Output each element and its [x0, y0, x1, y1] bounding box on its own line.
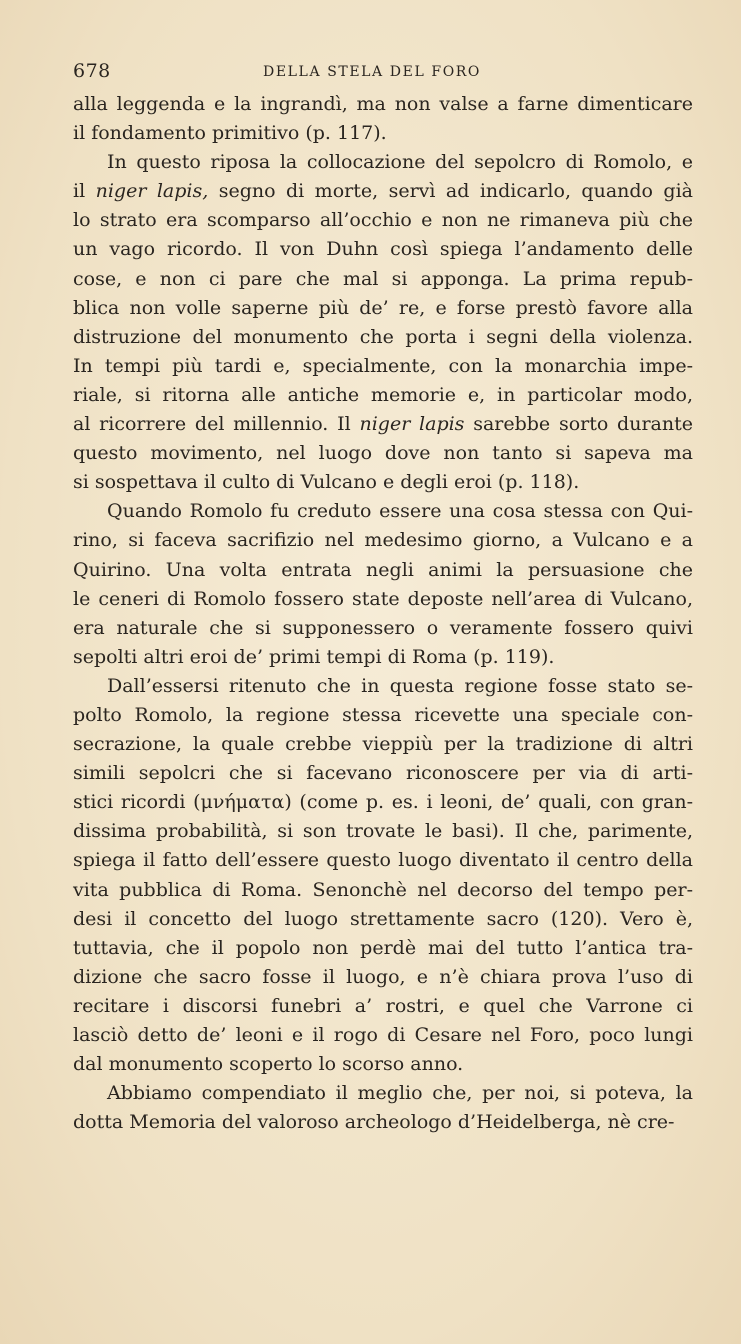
text-line: [73, 759, 693, 788]
text-segment: recitare i discorsi funebri a’ rostri, e quel che Varrone ci: [73, 994, 693, 1017]
text-line: [73, 294, 693, 323]
text-segment: desi il concetto del luogo strettamente sacro (120). Vero è,: [73, 907, 693, 930]
text-line: [73, 556, 693, 585]
text-segment: secrazione, la quale crebbe vieppiù per la tradizione di altri: [73, 733, 693, 756]
text-segment: stici ricordi (μνήματα) (come p. es. i leoni, de’ quali, con gran-: [73, 791, 693, 814]
text-segment: le ceneri di Romolo fossero state deposte nell’area di Vulcano,: [73, 587, 693, 610]
paragraph: [73, 672, 693, 1079]
text-segment: un vago ricordo. Il von Duhn così spiega l’andamento delle: [73, 238, 693, 261]
text-line: [73, 614, 693, 643]
text-segment: si sospettava il culto di Vulcano e degli eroi (p. 118).: [73, 471, 580, 494]
text-line: [73, 206, 693, 235]
text-line: [73, 526, 693, 555]
text-segment: il: [73, 180, 96, 203]
text-segment: dizione che sacro fosse il luogo, e n’è chiara prova l’uso di: [73, 965, 693, 988]
text-line: [73, 90, 693, 119]
text-line: [73, 963, 693, 992]
text-line: [73, 235, 693, 264]
text-segment: Quando Romolo fu creduto essere una cosa stessa con Qui-: [107, 500, 693, 523]
text-segment: rino, si faceva sacrifizio nel medesimo giorno, a Vulcano e a: [73, 529, 693, 552]
paragraph: [73, 1079, 693, 1137]
text-line: [73, 148, 693, 177]
text-line: [73, 1021, 693, 1050]
text-segment: spiega il fatto dell’essere questo luogo diventato il centro della: [73, 849, 693, 872]
text-segment: polto Romolo, la regione stessa ricevette una speciale con-: [73, 703, 693, 726]
text-segment: simili sepolcri che si facevano riconoscere per via di arti-: [73, 762, 693, 785]
text-segment: Dall’essersi ritenuto che in questa regione fosse stato se-: [107, 674, 693, 697]
text-segment: In tempi più tardi e, specialmente, con la monarchia impe-: [73, 354, 693, 377]
text-segment: dal monumento scoperto lo scorso anno.: [73, 1053, 464, 1076]
text-segment: Quirino. Una volta entrata negli animi la persuasione che: [73, 558, 693, 581]
text-segment: il fondamento primitivo (p. 117).: [73, 122, 387, 145]
body-text: [73, 90, 693, 1137]
text-segment: tuttavia, che il popolo non perdè mai del tutto l’antica tra-: [73, 936, 693, 959]
italic-text: niger lapis,: [95, 180, 209, 203]
text-line: [73, 585, 693, 614]
text-line: [73, 352, 693, 381]
running-title: DELLA STELA DEL FORO: [263, 64, 482, 80]
text-line: [73, 672, 693, 701]
text-segment: Abbiamo compendiato il meglio che, per noi, si poteva, la: [107, 1082, 693, 1105]
text-line: [73, 643, 693, 672]
text-segment: sarebbe sorto durante: [464, 413, 693, 436]
text-segment: distruzione del monumento che porta i segni della violenza.: [73, 325, 693, 348]
text-line: [73, 265, 693, 294]
text-segment: vita pubblica di Roma. Senonchè nel decorso del tempo per-: [73, 878, 693, 901]
text-line: [73, 1079, 693, 1108]
running-head: [73, 60, 693, 90]
text-line: [73, 992, 693, 1021]
text-segment: questo movimento, nel luogo dove non tanto si sapeva ma: [73, 442, 693, 465]
text-line: [73, 381, 693, 410]
page-number: 678: [73, 60, 111, 82]
text-line: [73, 1108, 693, 1137]
text-line: [73, 119, 693, 148]
paragraph: [73, 497, 693, 672]
paragraph: [73, 148, 693, 497]
italic-text: niger lapis: [359, 413, 465, 436]
text-segment: lasciò detto de’ leoni e il rogo di Cesare nel Foro, poco lungi: [73, 1024, 693, 1046]
text-segment: In questo riposa la collocazione del sepolcro di Romolo, e: [107, 151, 693, 174]
text-segment: era naturale che si supponessero o veramente fossero quivi: [73, 616, 693, 639]
text-line: [73, 846, 693, 875]
text-line: [73, 701, 693, 730]
text-line: [73, 468, 693, 497]
text-line: [73, 788, 693, 817]
text-segment: sepolti altri eroi de’ primi tempi di Roma (p. 119).: [73, 645, 555, 668]
text-segment: dissima probabilità, si son trovate le basi). Il che, parimente,: [73, 820, 693, 843]
text-line: [73, 323, 693, 352]
text-line: [73, 876, 693, 905]
text-line: [73, 497, 693, 526]
text-line: [73, 410, 693, 439]
text-segment: al ricorrere del millennio. Il: [73, 413, 360, 436]
text-line: [73, 905, 693, 934]
text-segment: dotta Memoria del valoroso archeologo d’Heidelberga, nè cre-: [73, 1111, 675, 1134]
text-segment: blica non volle saperne più de’ re, e forse prestò favore alla: [73, 296, 693, 319]
text-line: [73, 934, 693, 963]
text-segment: segno di morte, servì ad indicarlo, quando già: [208, 180, 693, 203]
text-segment: cose, e non ci pare che mal si apponga. La prima repub-: [73, 267, 693, 290]
text-segment: lo strato era scomparso all’occhio e non ne rimaneva più che: [73, 209, 693, 232]
text-segment: alla leggenda e la ingrandì, ma non valse a farne dimenticare: [73, 93, 693, 115]
paragraph: [73, 90, 693, 148]
text-line: [73, 730, 693, 759]
text-segment: riale, si ritorna alle antiche memorie e, in particolar modo,: [73, 383, 693, 406]
book-page: [73, 60, 693, 1137]
text-line: [73, 177, 693, 206]
text-line: [73, 439, 693, 468]
text-line: [73, 817, 693, 846]
text-line: [73, 1050, 693, 1079]
